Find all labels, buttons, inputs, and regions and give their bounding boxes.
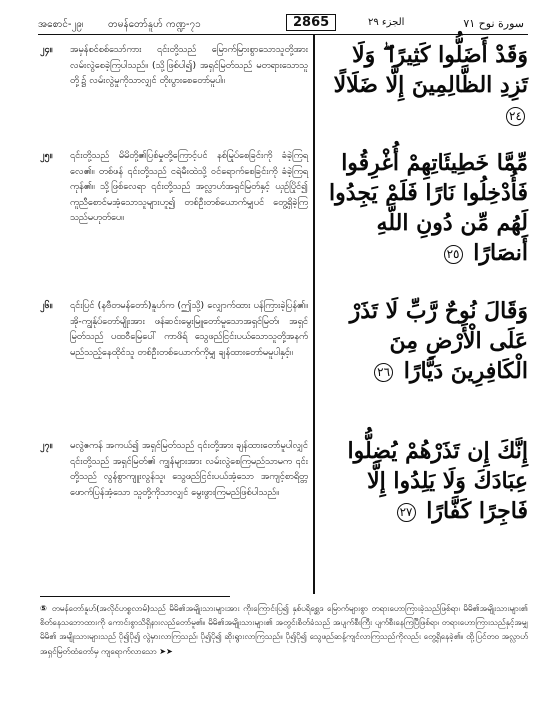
translation-number: ၂၆။ (40, 300, 53, 311)
footnote-rule (40, 596, 230, 597)
verse-number-marker: ٢٤ (506, 107, 525, 126)
arabic-verse-25 (322, 148, 528, 268)
arabic-verse-text: مِّمَّا خَطِيئَاتِهِمْ أُغْرِقُوا فَأُدْخِلُوا نَارًا فَلَمْ يَجِدُوا لَهُم مِّن دُونِ اللَّهِ أَنصَارًا (329, 150, 528, 266)
translation-text: မလွဲဧကန် အကယ်၍ အရှင်မြတ်သည် ၎င်းတို့အား ချန်ထားတော်မူပါလျှင် ၎င်းတို့သည် အရှင်မြတ်၏ ကျွန်များအား လမ်းလွဲစေကြမည်သာမက ၎င်းတို့သည် လွန်စွာကျူးလွန်သူ၊ သွေဖည်ငြင်းပယ်အံ့သော အကျင့်စာရိတ္တ ဖောက်ပြန်အံ့သော သူတို့ကိုသာလျှင် မွေးဖွားကြမည်ဖြစ်ပါသည်။ (70, 440, 308, 498)
arabic-verse-27 (322, 436, 528, 526)
page-header (38, 14, 528, 35)
footnote-text: တမန်တော်နူဟ်(အလိုင်ဟစ္စလာမ်)သည် မိမိ၏အမျိုးသားများအား ကိုးကြောင်းပြ၍ နှစ်ပရိစ္ဆေဒ မြောက်များစွာ တရားဟောကြားခဲ့သည်ဖြစ်ရာ၊ မိမိ၏အမျိုးသားများ၏ စိတ်နေသဘောထားကို ကောင်းစွာသိရှိနားလည်တော်မူ၏။ မိမိ၏အမျိုးသားများ၏ အတွင်းစိတ်ခံသည် အပျက်စီးကြီး ပျက်စီးနေကြပြီဖြစ်ရာ၊ တရားဟောကြားသည်နှင့်အမျှ မိမိ၏ အမျိုးသားများသည် ပို၍ပို၍ လွဲမှားလာကြသည်၊ ပို၍ပို၍ ဆိုးရွားလာကြသည်။ ပို၍ပို၍ သွေဖည်ဆန့်ကျင်လာကြသည်ကိုလည်း တွေ့ရှိနေခဲ့၏။ ထို့ပြင်တဝ အလ္လာဟ်အရှင်မြတ်ထံတော်မှ ကျရောက်လာသော ➤➤ (40, 603, 528, 656)
translation-number: ၂၄။ (40, 44, 53, 55)
arabic-verse-text: وَقَدْ أَضَلُّوا كَثِيرًا ۖ وَلَا تَزِدِ الظَّالِمِينَ إِلَّا ضَلَالًا (333, 42, 528, 98)
header-chapter-ref: အစောင်-၂၉၊ (38, 19, 84, 30)
translation-text: ၎င်းတို့သည် မိမိတို့၏ပြစ်မှုတို့ကြောင့်ပင် နစ်မြုပ်စေခြင်းကို ခံခဲ့ကြရလေ၏။ တစ်ဖန် ၎င်းတို့သည် ငရဲမီးထဲသို့ ဝင်ရောက်စေခြင်းကို ခံခဲ့ကြရကုန်၏။ သို့ဖြစ်လေရာ ၎င်းတို့သည် အလ္လာဟ်အရှင်မြတ်နှင့် ယှဉ်ပြိုင်၍ ကူညီစောင်မအံ့သောသူများဟူ၍ တစ်ဦးတစ်ယောက်မျှပင် တွေ့ရှိခဲ့ကြသည်မဟုတ်ပေ။ (70, 150, 308, 223)
verse-number-marker: ٢٧ (397, 503, 416, 522)
translation-entry-26 (40, 298, 308, 360)
arabic-verse-26 (322, 296, 528, 386)
header-section-ref: တမန်တော်နူဟ် ကဏ္ဍ-၇၁ (108, 19, 201, 30)
verse-number-marker: ٢٦ (374, 363, 393, 382)
header-surah: سورة نوح ٧١ (463, 17, 524, 30)
header-juz: الجزء ٢٩ (368, 17, 405, 28)
translation-number: ၂၇။ (40, 440, 53, 451)
footnote (40, 601, 528, 658)
translation-entry-24 (40, 42, 308, 89)
arabic-verse-text: إِنَّكَ إِن تَذَرْهُمْ يُضِلُّوا عِبَادَكَ وَلَا يَلِدُوا إِلَّا فَاجِرًا كَفَّارًا (347, 438, 528, 524)
footnote-marker: ⑤ (40, 603, 48, 613)
translation-text: ၎င်းပြင် (နဗီတမန်တော်)နူဟ်က (ဤသို့) လျှောက်ထား ပန်ကြားခဲ့ပြန်၏။ အို-ကျွန်ုပ်တော်မျိုးအား ဖန်ဆင်းမွေးမြူတော်မူသောအရှင်မြတ်၊ အရှင်မြတ်သည် ပထဝီမြေပေါ် ကာဖိရ် သွေဖည်ငြင်းပယ်သောသူတို့အနက် မည်သည့်နေထိုင်သူ တစ်ဦးတစ်ယောက်ကိုမျှ ချန်ထားတော်မမူပါနှင့်။ (70, 300, 308, 358)
translation-entry-27 (40, 438, 308, 500)
column-divider (313, 34, 315, 594)
translation-entry-25 (40, 148, 308, 226)
header-page-number: 2865 (286, 14, 336, 31)
translation-text: အမှန်စင်စစ်သော်ကား ၎င်းတို့သည် မြောက်မြားစွာသောသူတို့အား လမ်းလွဲစေခဲ့ကြပါသည်။ (သို့ဖြစ်ပါ၍) အရှင်မြတ်သည် မတရားသောသူတို့၌ လမ်းလွဲမှုကိုသာလျှင် တိုးပွားစေတော်မူပါ။ (70, 44, 308, 86)
translation-number: ၂၅။ (40, 150, 53, 161)
arabic-verse-text: وَقَالَ نُوحٌ رَّبِّ لَا تَذَرْ عَلَى الْأَرْضِ مِنَ الْكَافِرِينَ دَيَّارًا (349, 298, 528, 384)
verse-number-marker: ٢٥ (444, 245, 463, 264)
arabic-verse-24 (322, 40, 528, 130)
